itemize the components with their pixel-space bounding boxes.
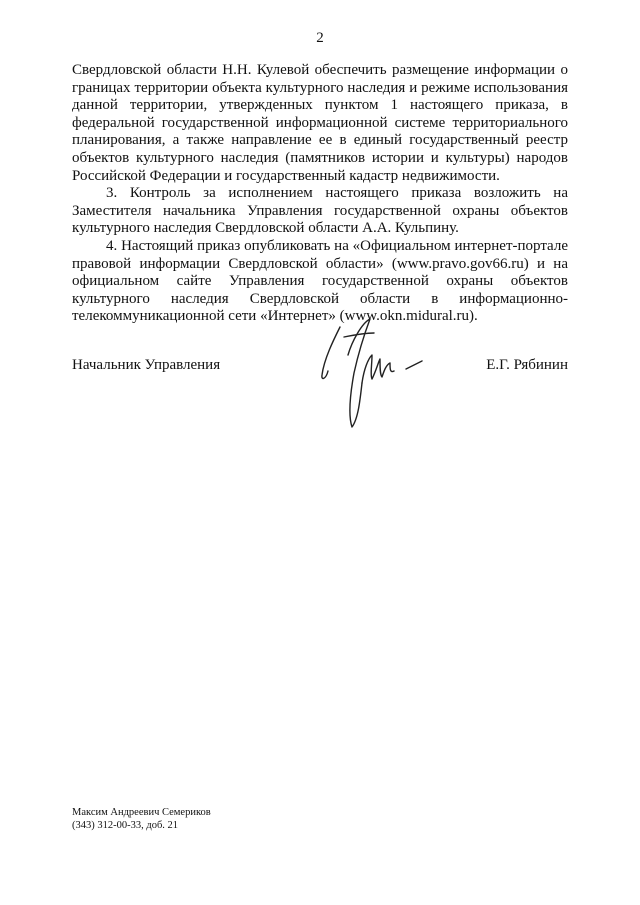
paragraph-item-4: 4. Настоящий приказ опубликовать на «Официальном интернет-портале правовой информации Свердловской области» (www.pravo.gov66.ru) и на официальном сайте Управления государственной охраны объектов культурного наследия Свердловской области в информационно-телекоммуникационной сети «Интернет» (www.okn.midural.ru).: [72, 237, 568, 325]
executor-name: Максим Андреевич Семериков: [72, 807, 211, 818]
page-number: 2: [316, 30, 324, 46]
paragraph-item-3: 3. Контроль за исполнением настоящего приказа возложить на Заместителя начальника Управления государственной охраны объектов культурного наследия Свердловской области А.А. Кульпину.: [72, 185, 568, 237]
paragraph-continuation: Свердловской области Н.Н. Кулевой обеспечить размещение информации о границах территории объекта культурного наследия и режиме использования данной территории, утвержденных пунктом 1 настоящего приказа, в федеральной государственной информационной системе территориального планирования, а также направление ее в единый государственный реестр объектов культурного наследия (памятников истории и культуры) народов Российской Федерации и государственный кадастр недвижимости.: [72, 62, 568, 184]
signer-name: Е.Г. Рябинин: [486, 357, 568, 373]
signer-position: Начальник Управления: [72, 357, 221, 373]
executor-info: [72, 806, 211, 832]
executor-phone: (343) 312-00-33, доб. 21: [72, 820, 179, 831]
handwritten-signature: [318, 315, 448, 435]
document-body: [72, 62, 568, 326]
